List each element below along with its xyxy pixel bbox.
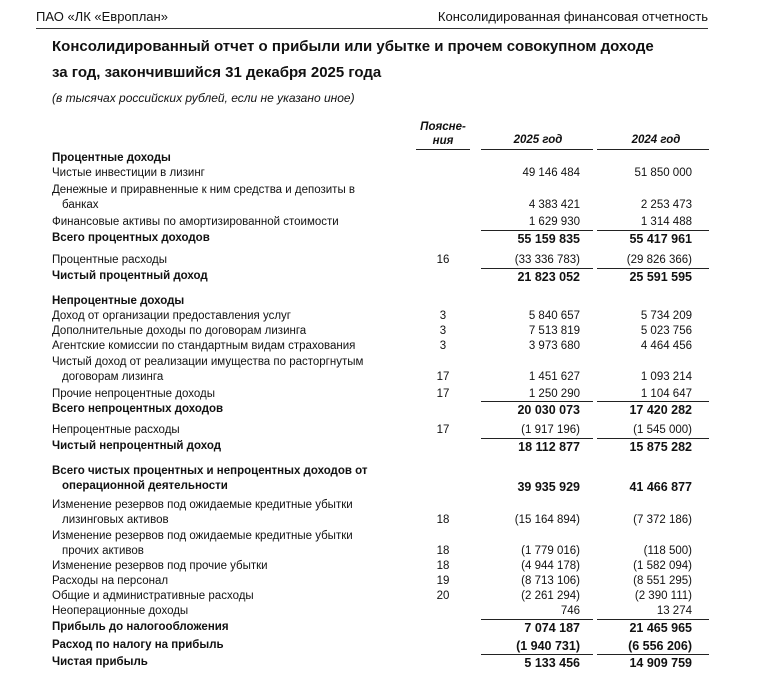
row-label: Расходы на персонал: [52, 575, 169, 587]
value-2024: 17 420 282: [629, 403, 692, 417]
row-label: Денежные и приравненные к ним средства и депозиты в: [52, 184, 356, 196]
row-label: Всего непроцентных доходов: [52, 403, 224, 415]
row-label: Чистый процентный доход: [52, 270, 208, 282]
notes-header-line-1: Поясне-: [420, 121, 466, 133]
row-note: 18: [436, 514, 450, 526]
row-label: Непроцентные доходы: [52, 295, 185, 307]
value-2025: (4 944 178): [521, 560, 580, 572]
value-2024: 55 417 961: [629, 232, 692, 246]
value-2025: (1 917 196): [521, 424, 580, 436]
value-2024: (8 551 295): [633, 575, 692, 587]
statement-title-line-2: за год, закончившийся 31 декабря 2025 года: [52, 64, 382, 81]
column-header-2024: 2024 год: [631, 134, 681, 146]
table-row: [0, 184, 758, 199]
value-2025: 7 513 819: [528, 325, 580, 337]
value-2024: (1 582 094): [633, 560, 692, 572]
row-label: операционной деятельности: [62, 480, 228, 492]
row-label: банках: [62, 199, 99, 211]
row-label: Финансовые активы по амортизированной стоимости: [52, 216, 339, 228]
value-2025: 746: [560, 605, 580, 617]
value-2024: 5 734 209: [640, 310, 692, 322]
value-2025: 7 074 187: [524, 621, 580, 635]
table-row: [0, 530, 758, 545]
subtotal-line: [597, 438, 709, 439]
subtotal-line: [597, 230, 709, 231]
value-2024: (7 372 186): [633, 514, 692, 526]
header-divider: [416, 149, 470, 150]
row-label: Процентные расходы: [52, 254, 168, 266]
table-row: [0, 167, 758, 182]
table-row: [0, 325, 758, 340]
value-2025: 39 935 929: [517, 480, 580, 494]
table-row: [0, 254, 758, 269]
table-row: [0, 656, 758, 671]
table-row: [0, 605, 758, 620]
table-row: [0, 560, 758, 575]
table-row: [0, 545, 758, 560]
subtotal-line: [481, 438, 593, 439]
value-2025: 4 383 421: [528, 199, 580, 211]
value-2024: (1 545 000): [633, 424, 692, 436]
row-label: Изменение резервов под ожидаемые кредитные убытки: [52, 499, 353, 511]
value-2024: 51 850 000: [634, 167, 692, 179]
value-2025: 1 629 930: [528, 216, 580, 228]
row-label: Чистый доход от реализации имущества по расторгнутым: [52, 356, 364, 368]
table-row: [0, 590, 758, 605]
table-row: [0, 465, 758, 480]
value-2025: (33 336 783): [514, 254, 580, 266]
table-row: [0, 403, 758, 418]
row-label: Доход от организации предоставления услуг: [52, 310, 291, 322]
page-header: [36, 6, 708, 29]
subtotal-line: [597, 654, 709, 655]
row-note: 17: [436, 424, 450, 436]
value-2024: 5 023 756: [640, 325, 692, 337]
value-2025: (15 164 894): [514, 514, 580, 526]
table-row: [0, 152, 758, 167]
row-label: лизинговых активов: [62, 514, 169, 526]
value-2025: 20 030 073: [517, 403, 580, 417]
table-row: [0, 424, 758, 439]
row-note: 20: [436, 590, 450, 602]
value-2025: 5 133 456: [524, 656, 580, 670]
row-label: Общие и административные расходы: [52, 590, 254, 602]
value-2024: 21 465 965: [629, 621, 692, 635]
value-2024: 1 093 214: [640, 371, 692, 383]
row-label: Прибыль до налогообложения: [52, 621, 229, 633]
table-row: [0, 199, 758, 214]
value-2024: 25 591 595: [629, 270, 692, 284]
table-row: [0, 356, 758, 371]
row-label: Процентные доходы: [52, 152, 171, 164]
table-row: [0, 440, 758, 455]
value-2024: 2 253 473: [640, 199, 692, 211]
value-2024: 41 466 877: [629, 480, 692, 494]
value-2025: 18 112 877: [518, 440, 580, 454]
row-label: Агентские комиссии по стандартным видам страхования: [52, 340, 356, 352]
row-label: Непроцентные расходы: [52, 424, 180, 436]
subtotal-line: [597, 619, 709, 620]
units-note: (в тысячах российских рублей, если не указано иное): [52, 91, 355, 105]
row-note: 3: [439, 310, 447, 322]
table-row: [0, 270, 758, 285]
value-2024: 15 875 282: [629, 440, 692, 454]
value-2024: (118 500): [643, 545, 692, 557]
row-note: 18: [436, 545, 450, 557]
value-2024: (6 556 206): [628, 639, 692, 653]
table-row: [0, 575, 758, 590]
subtotal-line: [481, 230, 593, 231]
value-2025: 55 159 835: [517, 232, 580, 246]
header-divider: [597, 149, 709, 150]
value-2025: (2 261 294): [521, 590, 580, 602]
header-divider: [481, 149, 593, 150]
value-2024: 14 909 759: [629, 656, 692, 670]
company-name: ПАО «ЛК «Европлан»: [36, 9, 168, 24]
value-2025: 49 146 484: [522, 167, 580, 179]
value-2025: (8 713 106): [521, 575, 580, 587]
row-label: Чистый непроцентный доход: [52, 440, 221, 452]
value-2025: 3 973 680: [528, 340, 580, 352]
value-2025: 1 451 627: [528, 371, 580, 383]
table-row: [0, 639, 758, 654]
table-row: [0, 310, 758, 325]
row-label: Всего процентных доходов: [52, 232, 210, 244]
row-note: 18: [436, 560, 450, 572]
value-2024: 4 464 456: [640, 340, 692, 352]
value-2025: 21 823 052: [517, 270, 580, 284]
table-row: [0, 295, 758, 310]
row-note: 3: [439, 325, 447, 337]
value-2025: (1 779 016): [521, 545, 580, 557]
notes-header-line-2: ния: [432, 135, 454, 147]
statement-title-line-1: Консолидированный отчет о прибыли или убытке и прочем совокупном доходе: [52, 38, 654, 55]
row-note: 17: [436, 371, 450, 383]
table-row: [0, 480, 758, 495]
value-2024: 13 274: [656, 605, 692, 617]
row-label: Прочие непроцентные доходы: [52, 388, 215, 400]
value-2024: (2 390 111): [634, 590, 692, 602]
value-2025: 5 840 657: [528, 310, 580, 322]
row-label: Неоперационные доходы: [52, 605, 189, 617]
subtotal-line: [481, 268, 593, 269]
table-row: [0, 499, 758, 514]
row-label: Дополнительные доходы по договорам лизинга: [52, 325, 307, 337]
subtotal-line: [597, 401, 709, 402]
row-note: 3: [439, 340, 447, 352]
subtotal-line: [481, 654, 593, 655]
row-label: Чистая прибыль: [52, 656, 148, 668]
subtotal-line: [481, 401, 593, 402]
subtotal-line: [597, 268, 709, 269]
row-note: 17: [436, 388, 450, 400]
row-label: Изменение резервов под прочие убытки: [52, 560, 268, 572]
section-title: Консолидированная финансовая отчетность: [437, 9, 708, 24]
table-row: [0, 514, 758, 529]
table-row: [0, 232, 758, 247]
row-label: Изменение резервов под ожидаемые кредитные убытки: [52, 530, 353, 542]
row-note: 16: [436, 254, 450, 266]
row-label: Всего чистых процентных и непроцентных доходов от: [52, 465, 368, 477]
column-header-2025: 2025 год: [513, 134, 563, 146]
value-2025: (1 940 731): [516, 639, 580, 653]
row-label: Чистые инвестиции в лизинг: [52, 167, 205, 179]
column-header-notes: [416, 120, 470, 148]
row-label: Расход по налогу на прибыль: [52, 639, 224, 651]
table-row: [0, 371, 758, 386]
row-label: прочих активов: [62, 545, 144, 557]
value-2024: 1 314 488: [640, 216, 692, 228]
value-2025: 1 250 290: [528, 388, 580, 400]
table-row: [0, 621, 758, 636]
value-2024: (29 826 366): [626, 254, 692, 266]
value-2024: 1 104 647: [640, 388, 692, 400]
row-label: договорам лизинга: [62, 371, 164, 383]
subtotal-line: [481, 619, 593, 620]
table-row: [0, 340, 758, 355]
row-note: 19: [436, 575, 450, 587]
table-row: [0, 216, 758, 231]
